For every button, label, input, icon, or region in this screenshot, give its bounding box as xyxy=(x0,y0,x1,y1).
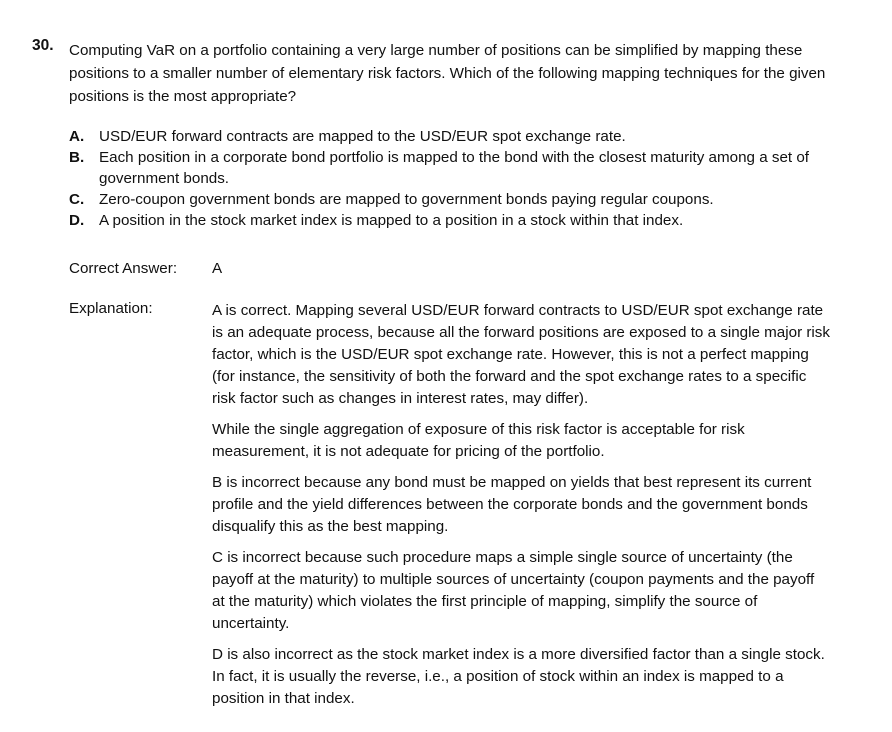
options-list xyxy=(69,126,859,231)
option-letter: C. xyxy=(69,191,85,208)
option-letter: B. xyxy=(69,149,85,166)
option-text: USD/EUR forward contracts are mapped to the USD/EUR spot exchange rate. xyxy=(99,128,626,145)
option-letter: D. xyxy=(69,212,85,229)
explanation-paragraph: While the single aggregation of exposure of this risk factor is acceptable for risk measurement, it is not adequate for pricing of the portfolio. xyxy=(212,421,745,460)
correct-answer-value: A xyxy=(212,260,223,277)
explanation-paragraph: C is incorrect because such procedure maps a simple single source of uncertainty (the payoff at the maturity) to multiple sources of uncertainty (coupon payments and the payoff at the maturity) which violates the first principle of mapping, simplify the source of uncertainty. xyxy=(212,549,815,632)
option-c xyxy=(69,189,859,210)
option-text: A position in the stock market index is mapped to a position in a stock within that index. xyxy=(99,212,684,229)
correct-answer-label: Correct Answer: xyxy=(69,260,178,277)
explanation-label: Explanation: xyxy=(69,300,153,317)
option-a xyxy=(69,126,859,147)
option-text: Each position in a corporate bond portfolio is mapped to the bond with the closest maturity among a set of government bonds. xyxy=(99,149,810,187)
explanation-paragraph: A is correct. Mapping several USD/EUR forward contracts to USD/EUR spot exchange rate is an adequate process, because all the forward positions are exposed to a single major risk factor, which is the USD/EUR spot exchange rate. However, this is not a perfect mapping (for instance, the sensitivity of both the forward and the spot exchange rates to a specific risk factor such as changes in interest rates, may differ). xyxy=(212,302,830,407)
option-d xyxy=(69,210,859,231)
question-number: 30. xyxy=(32,37,54,54)
explanation-paragraph: B is incorrect because any bond must be mapped on yields that best represent its current profile and the yield differences between the corporate bonds and the government bonds disqualify this as the best mapping. xyxy=(212,474,812,535)
question-text: Computing VaR on a portfolio containing a very large number of positions can be simplified by mapping these positions to a smaller number of elementary risk factors. Which of the following mapping techniques for the given positions is the most appropriate? xyxy=(69,42,826,105)
explanation-paragraph: D is also incorrect as the stock market index is a more diversified factor than a single stock. In fact, it is usually the reverse, i.e., a position of stock within an index is mapped to a position in that index. xyxy=(212,646,825,707)
option-b xyxy=(69,147,859,189)
option-letter: A. xyxy=(69,128,85,145)
explanation-body xyxy=(212,300,830,719)
option-text: Zero-coupon government bonds are mapped to government bonds paying regular coupons. xyxy=(99,191,714,208)
